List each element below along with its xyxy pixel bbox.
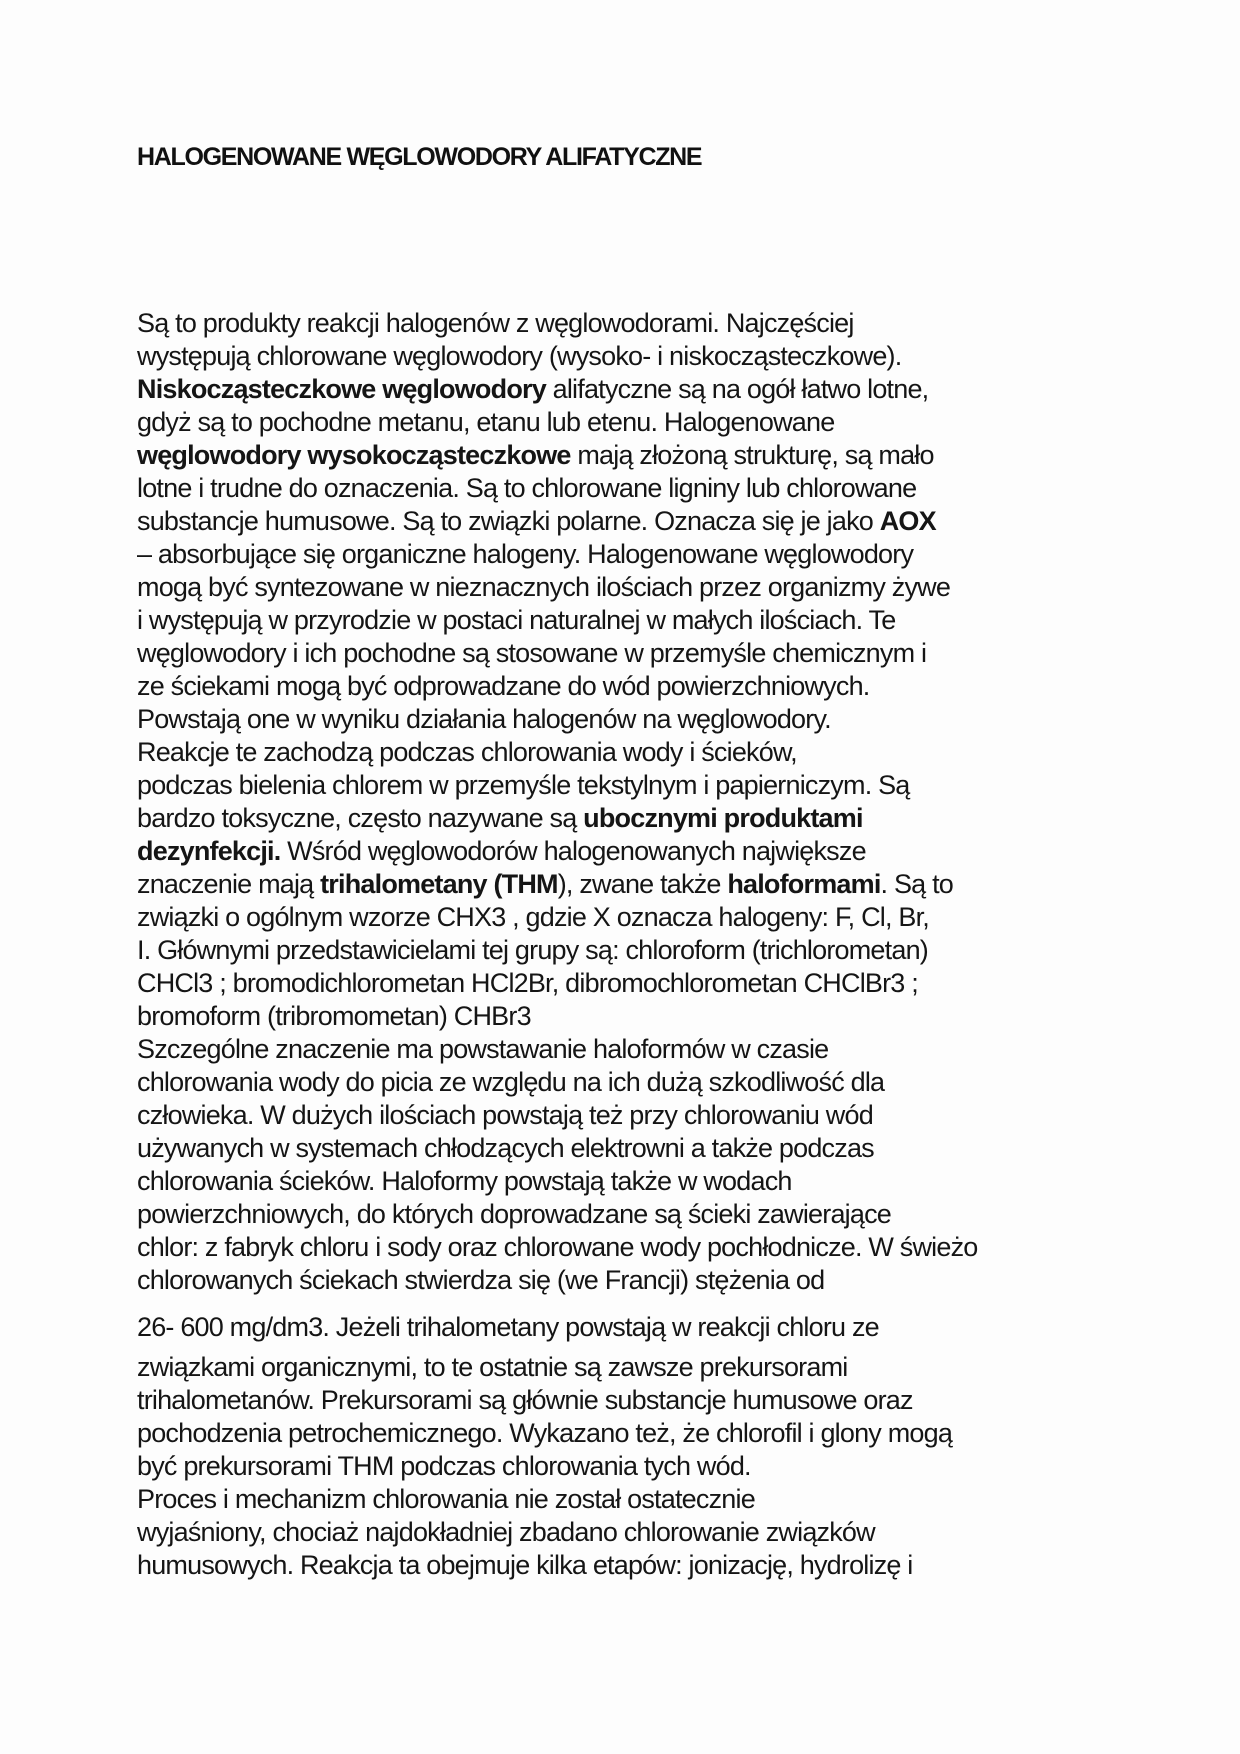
text-segment: bromoform (tribromometan) CHBr3 (137, 1001, 531, 1031)
text-line (137, 538, 1150, 571)
text-segment: Reakcje te zachodzą podczas chlorowania wody i ścieków, (137, 737, 797, 767)
bold-text-segment: ubocznymi produktami (583, 803, 863, 833)
text-line (137, 1351, 1150, 1384)
text-segment: związkami organicznymi, to te ostatnie są zawsze prekursorami (137, 1352, 848, 1382)
text-segment: podczas bielenia chlorem w przemyśle tekstylnym i papierniczym. Są (137, 770, 910, 800)
text-segment: i występują w przyrodzie w postaci naturalnej w małych ilościach. Te (137, 605, 896, 635)
text-segment: węglowodory i ich pochodne są stosowane w przemyśle chemicznym i (137, 638, 927, 668)
text-line (137, 901, 1150, 934)
text-line (137, 637, 1150, 670)
text-segment: występują chlorowane węglowodory (wysoko- i niskocząsteczkowe). (137, 341, 902, 371)
text-line (137, 505, 1150, 538)
text-segment: powierzchniowych, do których doprowadzane są ścieki zawierające (137, 1199, 891, 1229)
text-line (137, 1198, 1150, 1231)
text-line (137, 1384, 1150, 1417)
document-body (137, 307, 1150, 1582)
text-segment: trihalometanów. Prekursorami są głównie substancje humusowe oraz (137, 1385, 913, 1415)
text-line (137, 1099, 1150, 1132)
text-line (137, 736, 1150, 769)
text-line (137, 868, 1150, 901)
text-line (137, 307, 1150, 340)
text-segment: lotne i trudne do oznaczenia. Są to chlorowane ligniny lub chlorowane (137, 473, 917, 503)
text-segment: Wśród węglowodorów halogenowanych największe (280, 836, 866, 866)
bold-text-segment: dezynfekcji. (137, 836, 281, 866)
text-segment: mogą być syntezowane w nieznacznych ilościach przez organizmy żywe (137, 572, 951, 602)
text-line (137, 1264, 1150, 1297)
bold-text-segment: trihalometany (THM (320, 869, 558, 899)
text-segment: związki o ogólnym wzorze CHX3 , gdzie X oznacza halogeny: F, Cl, Br, (137, 902, 929, 932)
text-segment: być prekursorami THM podczas chlorowania tych wód. (137, 1451, 751, 1481)
text-segment: ), zwane także (557, 869, 728, 899)
bold-text-segment: haloformami (727, 869, 881, 899)
text-segment: człowieka. W dużych ilościach powstają też przy chlorowaniu wód (137, 1100, 873, 1130)
text-line (137, 1483, 1150, 1516)
text-line (137, 1165, 1150, 1198)
text-line (137, 373, 1150, 406)
text-line (137, 340, 1150, 373)
text-line (137, 769, 1150, 802)
document-title: HALOGENOWANE WĘGLOWODORY ALIFATYCZNE (137, 143, 702, 171)
text-line (137, 1549, 1150, 1582)
text-segment: chlorowania ścieków. Haloformy powstają także w wodach (137, 1166, 792, 1196)
text-line (137, 472, 1150, 505)
text-segment: substancje humusowe. Są to związki polarne. Oznacza się je jako (137, 506, 880, 536)
text-segment: bardzo toksyczne, często nazywane są (137, 803, 584, 833)
text-line (137, 934, 1150, 967)
text-segment: Są to produkty reakcji halogenów z węglowodorami. Najczęściej (137, 308, 854, 338)
text-line (137, 835, 1150, 868)
text-segment: gdyż są to pochodne metanu, etanu lub etenu. Halogenowane (137, 407, 835, 437)
text-line (137, 439, 1150, 472)
text-segment: – absorbujące się organiczne halogeny. Halogenowane węglowodory (137, 539, 914, 569)
text-segment: ze ściekami mogą być odprowadzane do wód powierzchniowych. (137, 671, 870, 701)
text-line (137, 571, 1150, 604)
text-line (137, 1516, 1150, 1549)
text-segment: 26- 600 mg/dm3. Jeżeli trihalometany powstają w reakcji chloru ze (137, 1312, 879, 1342)
text-line (137, 1033, 1150, 1066)
text-line (137, 1066, 1150, 1099)
text-line (137, 1000, 1150, 1033)
text-line (137, 604, 1150, 637)
text-segment: . Są to (880, 869, 953, 899)
text-segment: mają złożoną strukturę, są mało (570, 440, 934, 470)
text-line (137, 1132, 1150, 1165)
text-line (137, 406, 1150, 439)
text-segment: wyjaśniony, chociaż najdokładniej zbadano chlorowanie związków (137, 1517, 875, 1547)
text-line (137, 1450, 1150, 1483)
text-segment: alifatyczne są na ogół łatwo lotne, (545, 374, 929, 404)
text-segment: humusowych. Reakcja ta obejmuje kilka etapów: jonizację, hydrolizę i (137, 1550, 913, 1580)
text-segment: I. Głównymi przedstawicielami tej grupy są: chloroform (trichlorometan) (137, 935, 928, 965)
text-line (137, 802, 1150, 835)
text-line (137, 967, 1150, 1000)
text-segment: używanych w systemach chłodzących elektrowni a także podczas (137, 1133, 874, 1163)
text-line (137, 703, 1150, 736)
text-segment: chlor: z fabryk chloru i sody oraz chlorowane wody pochłodnicze. W świeżo (137, 1232, 978, 1262)
text-segment: Szczególne znaczenie ma powstawanie haloformów w czasie (137, 1034, 829, 1064)
text-line (137, 1231, 1150, 1264)
text-segment: chlorowania wody do picia ze względu na ich dużą szkodliwość dla (137, 1067, 885, 1097)
text-segment: pochodzenia petrochemicznego. Wykazano też, że chlorofil i glony mogą (137, 1418, 953, 1448)
text-line (137, 1311, 1150, 1344)
text-segment: Powstają one w wyniku działania halogenów na węglowodory. (137, 704, 831, 734)
text-segment: znaczenie mają (137, 869, 321, 899)
bold-text-segment: AOX (879, 506, 936, 536)
text-line (137, 1417, 1150, 1450)
bold-text-segment: Niskocząsteczkowe węglowodory (137, 374, 546, 404)
text-line (137, 670, 1150, 703)
text-segment: Proces i mechanizm chlorowania nie został ostatecznie (137, 1484, 755, 1514)
bold-text-segment: węglowodory wysokocząsteczkowe (137, 440, 571, 470)
text-segment: CHCl3 ; bromodichlorometan HCl2Br, dibromochlorometan CHClBr3 ; (137, 968, 918, 998)
text-segment: chlorowanych ściekach stwierdza się (we Francji) stężenia od (137, 1265, 825, 1295)
